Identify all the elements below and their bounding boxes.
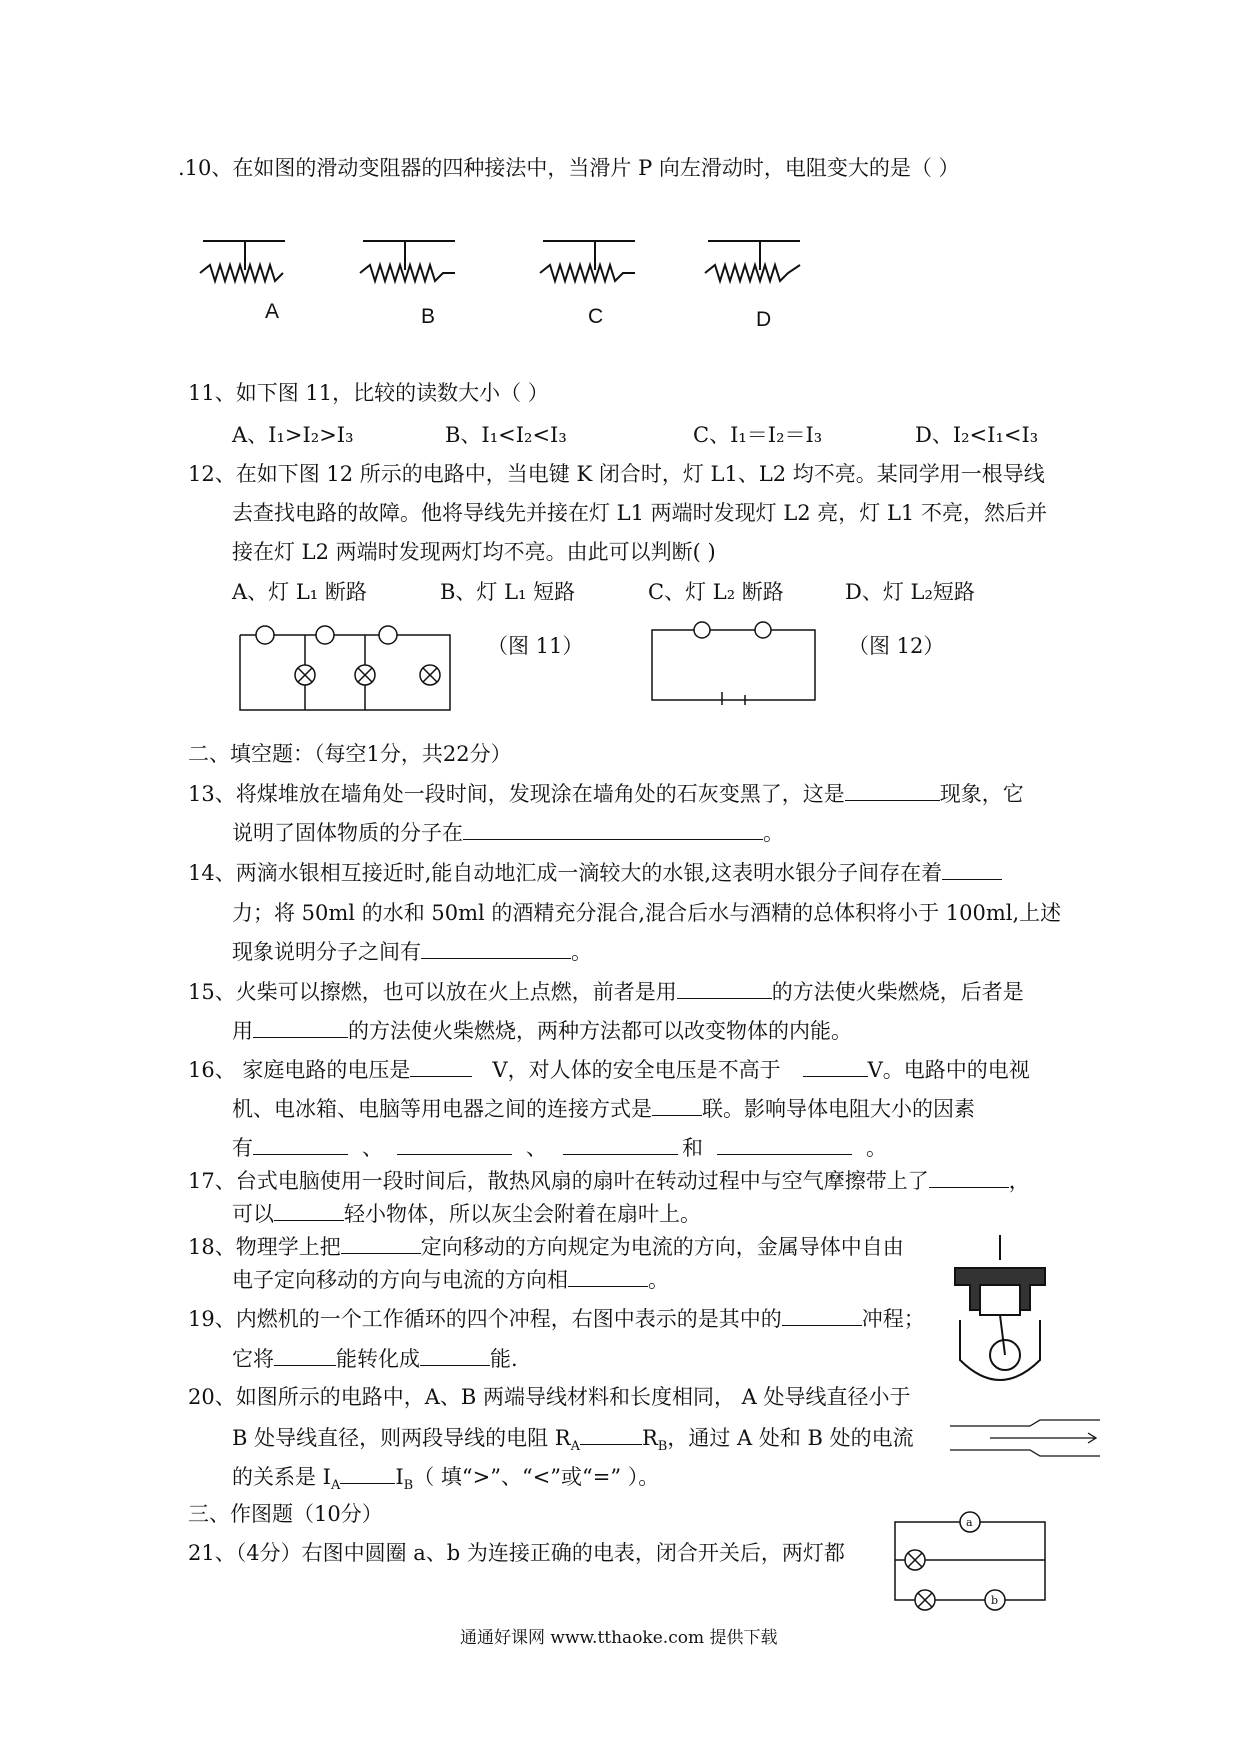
answer-blank[interactable]: [410, 1056, 472, 1077]
q21-text: 21、（4分）右图中圆圈 a、b 为连接正确的电表，闭合开关后，两灯都: [188, 1541, 845, 1565]
text: 用: [232, 1019, 253, 1043]
text: 和: [682, 1136, 703, 1160]
answer-blank[interactable]: [420, 1345, 490, 1366]
q20-line3: [232, 1463, 659, 1500]
text: ，通过 A 处和 B 处的电流: [667, 1426, 914, 1450]
text: 17、台式电脑使用一段时间后，散热风扇的扇叶在转动过程中与空气摩擦带上了: [188, 1169, 929, 1193]
q20-line2: [232, 1424, 914, 1461]
q14-line2: 力；将 50ml 的水和 50ml 的酒精充分混合,混合后水与酒精的总体积将小于 100ml,上述: [232, 901, 1062, 925]
text: 说明了固体物质的分子在: [232, 821, 463, 845]
subscript: A: [330, 1478, 341, 1494]
answer-blank[interactable]: [274, 1345, 336, 1366]
text: 有: [232, 1136, 253, 1160]
subscript: B: [403, 1478, 414, 1494]
text: （ 填“>”、“<”或“=” ）。: [413, 1465, 660, 1489]
q17-line1: [188, 1167, 1030, 1195]
subscript: A: [570, 1439, 580, 1455]
section-2-heading: 二、填空题：（每空1分，共22分）: [188, 742, 512, 766]
text: 13、将煤堆放在墙角处一段时间，发现涂在墙角处的石灰变黑了，这是: [188, 782, 845, 806]
text: I: [395, 1465, 404, 1489]
q12-option-a: A、灯 L₁ 断路: [232, 580, 367, 604]
q11-option-b: B、I₁<I₂<I₃: [445, 423, 567, 447]
q11-option-c: C、I₁＝I₂＝I₃: [693, 423, 823, 447]
text: 冲程；: [861, 1307, 925, 1331]
q13-line1: [188, 780, 1024, 808]
svg-text:b: b: [991, 1594, 999, 1607]
text: 19、内燃机的一个工作循环的四个冲程，右图中表示的是其中的: [188, 1307, 782, 1331]
answer-blank[interactable]: [942, 859, 1002, 880]
text: R: [641, 1426, 658, 1450]
text: 14、两滴水银相互接近时,能自动地汇成一滴较大的水银,这表明水银分子间存在着: [188, 861, 943, 885]
q18-line2: [232, 1266, 669, 1294]
answer-blank[interactable]: [652, 1095, 702, 1116]
text: 能转化成: [336, 1347, 420, 1371]
answer-blank[interactable]: [421, 938, 571, 959]
fig-label-c: C: [588, 305, 604, 328]
fig-label-a: A: [265, 300, 280, 323]
answer-blank[interactable]: [341, 1233, 421, 1254]
text: B 处导线直径，则两段导线的电阻 R: [232, 1426, 571, 1450]
text: 现象，它: [939, 782, 1024, 806]
text: 能.: [490, 1347, 518, 1371]
q10-text: .10、在如图的滑动变阻器的四种接法中，当滑片 P 向左滑动时，电阻变大的是（ ）: [178, 156, 960, 180]
fig-label-d: D: [756, 308, 772, 331]
q11-option-a: A、I₁>I₂>I₃: [232, 423, 354, 447]
answer-blank[interactable]: [580, 1424, 642, 1445]
answer-blank[interactable]: [845, 780, 940, 801]
text: V。电路中的电视: [867, 1058, 1030, 1082]
fig-label-b: B: [421, 305, 436, 328]
text: 的方法使火柴燃烧，后者是: [771, 980, 1024, 1004]
text: 机、电冰箱、电脑等用电器之间的连接方式是: [232, 1097, 652, 1121]
answer-blank[interactable]: [717, 1134, 852, 1155]
q11-text: 11、如下图 11，比较的读数大小（ ）: [188, 381, 549, 405]
answer-blank[interactable]: [563, 1134, 678, 1155]
text: 15、火柴可以擦燃，也可以放在火上点燃，前者是用: [188, 980, 677, 1004]
text: 定向移动的方向规定为电流的方向，金属导体中自由: [420, 1235, 904, 1259]
text: 它将: [232, 1347, 274, 1371]
q17-line2: [232, 1200, 701, 1228]
text: 18、物理学上把: [188, 1235, 341, 1259]
text: 。: [763, 821, 784, 845]
answer-blank[interactable]: [803, 1056, 868, 1077]
answer-blank[interactable]: [782, 1305, 862, 1326]
q16-line2: [232, 1095, 975, 1123]
q11-option-d: D、I₂<I₁<I₃: [915, 423, 1039, 447]
text: 的方法使火柴燃烧，两种方法都可以改变物体的内能。: [348, 1019, 852, 1043]
text: 、: [526, 1136, 547, 1160]
section-3-heading: 三、作图题（10分）: [188, 1502, 383, 1526]
footer-text: 通通好课网 www.tthaoke.com 提供下载: [460, 1628, 778, 1648]
q12-line2: 去查找电路的故障。他将导线先并接在灯 L1 两端时发现灯 L2 亮，灯 L1 不亮，然后并: [232, 501, 1047, 525]
text: 现象说明分子之间有: [232, 940, 421, 964]
wire-diagram: [950, 1418, 1100, 1458]
engine-diagram: [950, 1230, 1050, 1390]
q12-line3: 接在灯 L2 两端时发现两灯均不亮。由此可以判断( ): [232, 540, 716, 564]
answer-blank[interactable]: [253, 1134, 348, 1155]
q13-line2: [232, 819, 784, 847]
q15-line2: [232, 1017, 852, 1045]
figure-12-caption: （图 12）: [848, 634, 945, 658]
figure-11-circuit: [210, 620, 460, 715]
q18-line1: [188, 1233, 904, 1261]
q14-line3: [232, 938, 592, 966]
text: 。: [571, 940, 592, 964]
text: 、: [362, 1136, 383, 1160]
answer-blank[interactable]: [253, 1017, 348, 1038]
q14-line1: [188, 859, 1002, 887]
text: 16、 家庭电路的电压是: [188, 1058, 411, 1082]
figure-11-caption: （图 11）: [487, 634, 584, 658]
text: 。: [648, 1268, 669, 1292]
figure-12-circuit: [650, 620, 825, 705]
q16-line1: [188, 1056, 1030, 1084]
q12-option-c: C、灯 L₂ 断路: [648, 580, 784, 604]
answer-blank[interactable]: [568, 1266, 648, 1287]
answer-blank[interactable]: [340, 1463, 395, 1484]
text: 的关系是 I: [232, 1465, 331, 1489]
text: V，对人体的安全电压是不高于: [492, 1058, 781, 1082]
svg-text:a: a: [966, 1516, 973, 1529]
q21-circuit: [890, 1510, 1050, 1615]
q20-line1: 20、如图所示的电路中，A、B 两端导线材料和长度相同， A 处导线直径小于: [188, 1385, 911, 1409]
text: 电子定向移动的方向与电流的方向相: [232, 1268, 568, 1292]
answer-blank[interactable]: [463, 819, 763, 840]
q19-line1: [188, 1305, 925, 1333]
q12-line1: 12、在如下图 12 所示的电路中，当电键 K 闭合时，灯 L1、L2 均不亮。某同学用一根导线: [188, 462, 1045, 486]
answer-blank[interactable]: [274, 1200, 344, 1221]
text: 可以: [232, 1202, 274, 1226]
q16-line3: [232, 1134, 887, 1162]
answer-blank[interactable]: [677, 978, 772, 999]
answer-blank[interactable]: [397, 1134, 512, 1155]
text: 。: [866, 1136, 887, 1160]
q12-option-d: D、灯 L₂短路: [845, 580, 975, 604]
answer-blank[interactable]: [929, 1167, 1009, 1188]
q15-line1: [188, 978, 1024, 1006]
text: ，: [1008, 1169, 1030, 1193]
text: 轻小物体，所以灰尘会附着在扇叶上。: [344, 1202, 701, 1226]
subscript: B: [657, 1439, 668, 1455]
text: 联。影响导体电阻大小的因素: [702, 1097, 975, 1121]
q12-option-b: B、灯 L₁ 短路: [440, 580, 576, 604]
q19-line2: [232, 1345, 518, 1373]
